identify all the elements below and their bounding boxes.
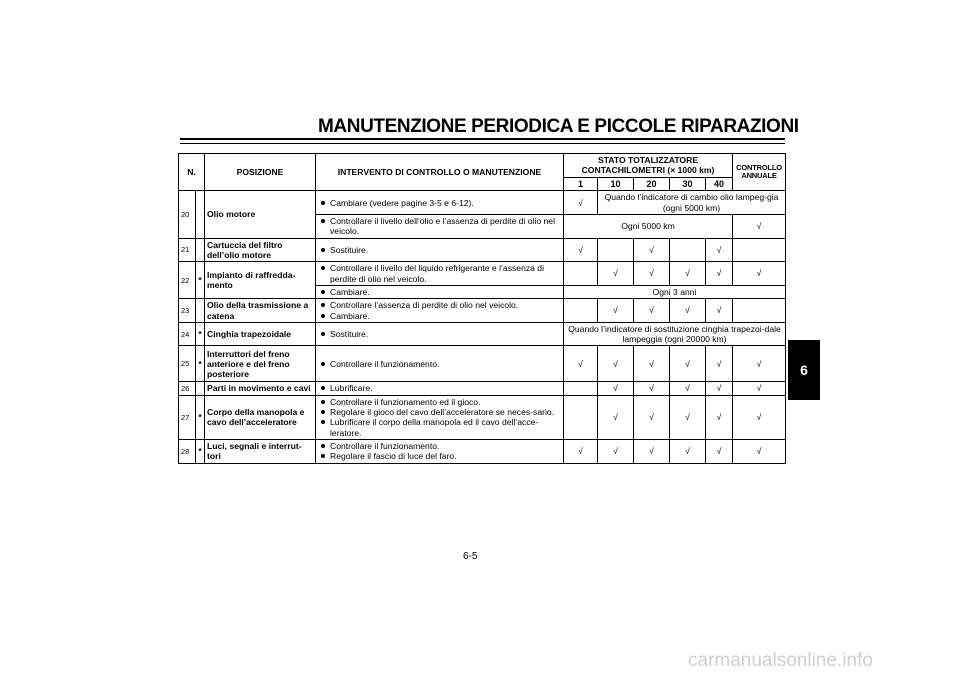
row-number: 28: [179, 440, 196, 464]
header-odo-30: 30: [670, 177, 706, 191]
interval-note: Ogni 5000 km: [564, 215, 733, 239]
row-operation: [316, 395, 564, 439]
row-position: Corpo della manopola e cavo dell’acceleratore: [205, 395, 316, 439]
watermark: carmanualsonline.info: [688, 650, 873, 671]
row-number: 26: [179, 382, 196, 395]
table-row: [179, 382, 786, 395]
check-mark: √: [706, 395, 733, 439]
table-row: [179, 322, 786, 346]
operation-item: Cambiare (vedere pagine 3-5 e 6-12).: [318, 198, 561, 208]
row-star: [196, 238, 205, 262]
check-mark: √: [706, 382, 733, 395]
row-number: 22: [179, 262, 196, 299]
operation-item: Regolare il fascio di luce del faro.: [318, 451, 561, 461]
check-mark: √: [706, 346, 733, 382]
row-operation: [316, 285, 564, 298]
check-mark: √: [634, 238, 670, 262]
empty-cell: [564, 262, 598, 286]
check-mark: √: [706, 262, 733, 286]
row-operation: [316, 299, 564, 323]
row-operation: [316, 322, 564, 346]
row-star: *: [196, 262, 205, 299]
operation-item: Controllare l’assenza di perdite di olio nel veicolo.: [318, 300, 561, 310]
title-rule-thin: [180, 143, 785, 144]
row-operation: [316, 215, 564, 239]
check-mark: √: [706, 299, 733, 323]
table-row: [179, 395, 786, 439]
row-star: *: [196, 322, 205, 346]
header-annual-check: [733, 154, 786, 191]
check-mark: √: [598, 440, 634, 464]
check-mark: √: [733, 262, 786, 286]
check-mark: √: [634, 395, 670, 439]
table-row: [179, 191, 786, 215]
operation-item: Cambiare.: [318, 287, 561, 297]
check-mark: √: [598, 262, 634, 286]
header-annual-line2: ANNUALE: [741, 171, 777, 181]
row-position: Impianto di raffredda-mento: [205, 262, 316, 299]
row-operation: [316, 440, 564, 464]
check-mark: √: [634, 299, 670, 323]
check-mark: √: [634, 262, 670, 286]
row-star: [196, 382, 205, 395]
interval-note: Ogni 3 anni: [564, 285, 786, 298]
check-mark: √: [733, 395, 786, 439]
header-odo-10: 10: [598, 177, 634, 191]
operation-item: Controllare il funzionamento ed il gioco.: [318, 397, 561, 407]
operation-item: Regolare il gioco del cavo dell’acceleratore se neces-sario.: [318, 407, 561, 417]
check-mark: √: [670, 262, 706, 286]
row-position: Olio motore: [205, 191, 316, 238]
operation-item: Controllare il funzionamento.: [318, 441, 561, 451]
check-mark: √: [564, 238, 598, 262]
header-odometer-line1: STATO TOTALIZZATORE: [597, 155, 699, 165]
row-operation: [316, 238, 564, 262]
row-number: 24: [179, 322, 196, 346]
operation-item: Cambiare.: [318, 311, 561, 321]
table-row: [179, 440, 786, 464]
check-mark: √: [670, 299, 706, 323]
row-position: Cartuccia del filtro dell’olio motore: [205, 238, 316, 262]
check-mark: √: [670, 395, 706, 439]
check-mark: √: [598, 346, 634, 382]
title-rule: [180, 138, 785, 140]
empty-cell: [733, 299, 786, 323]
row-operation: [316, 382, 564, 395]
row-position: Luci, segnali e interrut-tori: [205, 440, 316, 464]
empty-cell: [733, 238, 786, 262]
row-star: *: [196, 440, 205, 464]
check-mark: √: [634, 440, 670, 464]
empty-cell: [598, 238, 634, 262]
empty-cell: [564, 299, 598, 323]
row-number: 20: [179, 191, 196, 238]
row-star: [196, 299, 205, 323]
check-mark: √: [598, 395, 634, 439]
row-number: 23: [179, 299, 196, 323]
table-row: [179, 262, 786, 286]
check-mark: √: [564, 191, 598, 215]
row-position: Interruttori del freno anteriore e del freno posteriore: [205, 346, 316, 382]
row-position: Parti in movimento e cavi: [205, 382, 316, 395]
header-annual-line1: CONTROLLO: [736, 162, 782, 172]
header-odo-20: 20: [634, 177, 670, 191]
check-mark: √: [733, 382, 786, 395]
page-title: MANUTENZIONE PERIODICA E PICCOLE RIPARAZIONI: [318, 116, 799, 137]
row-star: *: [196, 346, 205, 382]
empty-cell: [564, 395, 598, 439]
row-star: [196, 191, 205, 238]
row-position: Olio della trasmissione a catena: [205, 299, 316, 323]
row-operation: [316, 262, 564, 286]
header-odo-1: 1: [564, 177, 598, 191]
interval-note: Quando l’indicatore di cambio olio lampeg-gia (ogni 5000 km): [598, 191, 786, 215]
operation-item: Controllare il livello dell’olio e l’assenza di perdite di olio nel veicolo.: [318, 216, 561, 237]
table-row: [179, 346, 786, 382]
table-row: [179, 299, 786, 323]
operation-item: Sostituire.: [318, 329, 561, 339]
header-odo-40: 40: [706, 177, 733, 191]
row-position: Cinghia trapezoidale: [205, 322, 316, 346]
maintenance-table: [178, 153, 786, 464]
row-operation: [316, 346, 564, 382]
operation-item: Controllare il funzionamento.: [318, 359, 561, 369]
page-number: 6-5: [463, 551, 478, 562]
header-odometer: [564, 154, 733, 178]
check-mark: √: [598, 299, 634, 323]
table-header-row: [179, 154, 786, 178]
check-mark: √: [598, 382, 634, 395]
header-n: N.: [179, 154, 205, 191]
check-mark: √: [564, 440, 598, 464]
check-mark: √: [670, 440, 706, 464]
row-number: 25: [179, 346, 196, 382]
check-mark: √: [670, 346, 706, 382]
check-mark: √: [670, 382, 706, 395]
check-mark: √: [634, 346, 670, 382]
chapter-tab: 6: [788, 340, 820, 400]
header-position: POSIZIONE: [205, 154, 316, 191]
check-mark: √: [733, 346, 786, 382]
operation-item: Controllare il livello del liquido refrigerante e l’assenza di perdite di olio nel veicolo.: [318, 263, 561, 284]
interval-note: Quando l’indicatore di sostituzione cinghia trapezoi-dale lampeggia (ogni 20000 km): [564, 322, 786, 346]
row-star: *: [196, 395, 205, 439]
check-mark: √: [634, 382, 670, 395]
empty-cell: [564, 382, 598, 395]
operation-item: Lubrificare.: [318, 383, 561, 393]
check-mark: √: [706, 440, 733, 464]
header-odometer-line2: CONTACHILOMETRI (× 1000 km): [581, 165, 715, 176]
check-mark: √: [733, 440, 786, 464]
header-operation: INTERVENTO DI CONTROLLO O MANUTENZIONE: [316, 154, 564, 191]
empty-cell: [670, 238, 706, 262]
check-mark: √: [706, 238, 733, 262]
row-number: 27: [179, 395, 196, 439]
check-mark: √: [564, 346, 598, 382]
row-operation: [316, 191, 564, 215]
operation-item: Sostituire.: [318, 245, 561, 255]
table-row: [179, 238, 786, 262]
operation-item: Lubrificare il corpo della manopola ed il cavo dell’acce-leratore.: [318, 417, 561, 438]
check-mark: √: [733, 215, 786, 239]
row-number: 21: [179, 238, 196, 262]
